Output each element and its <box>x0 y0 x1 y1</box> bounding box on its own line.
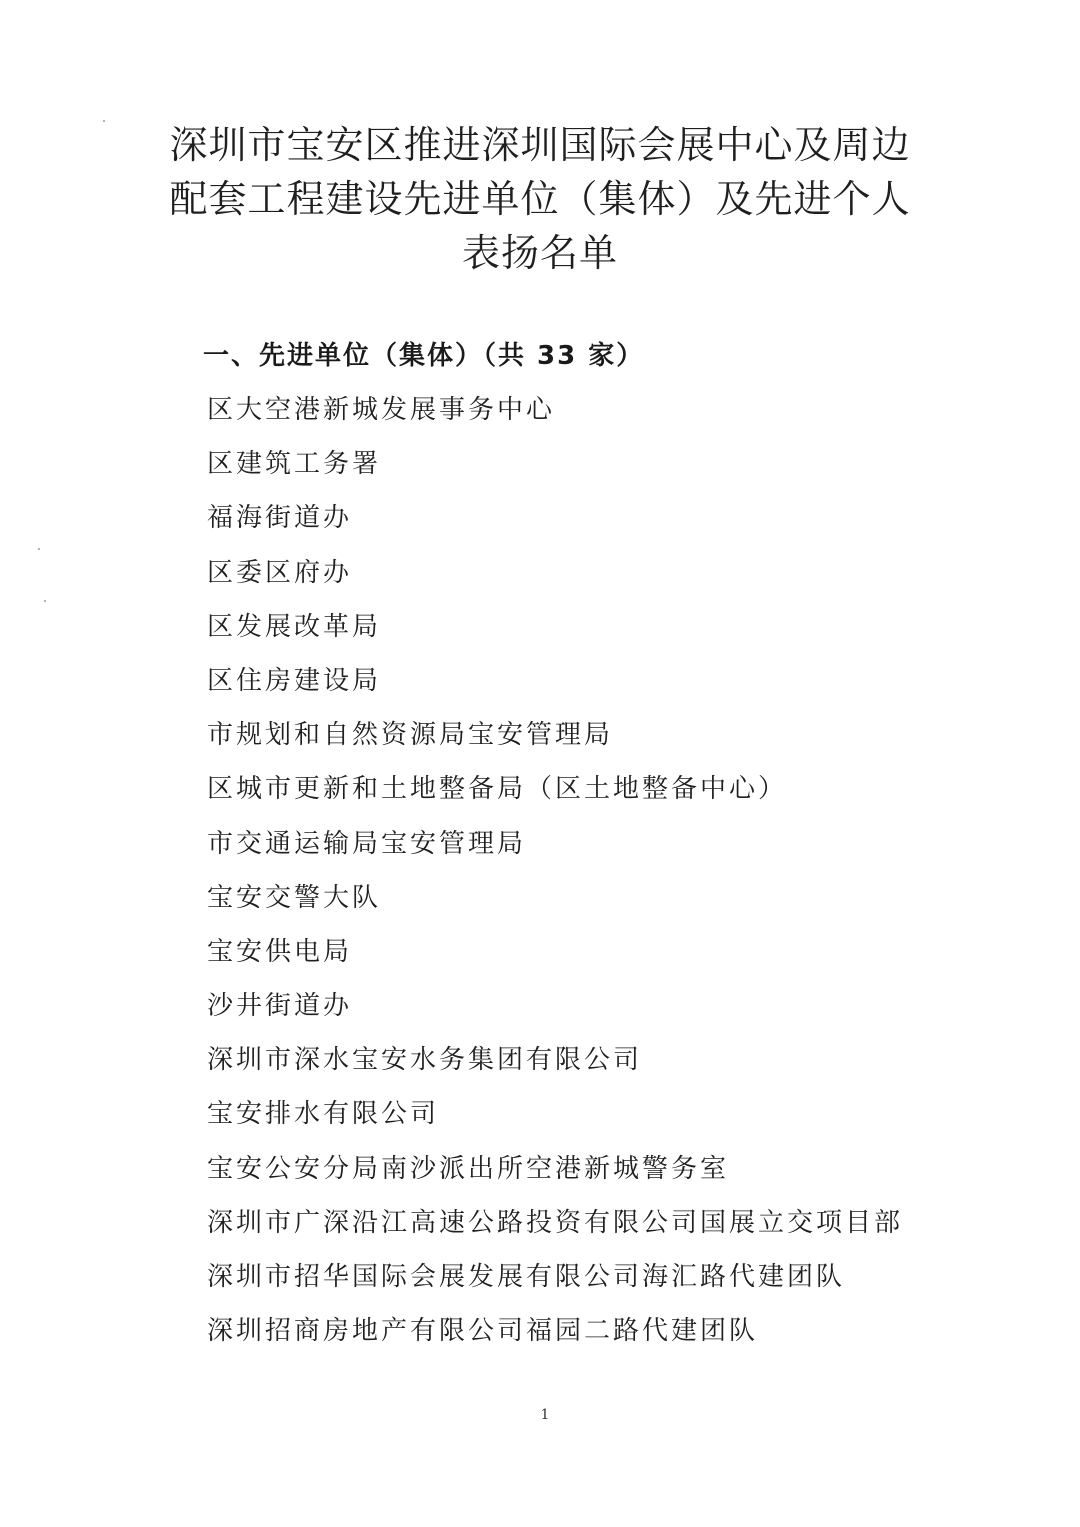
page-number: 1 <box>540 1407 550 1423</box>
list-item: 区发展改革局 <box>207 611 382 642</box>
list-item: 宝安公安分局南沙派出所空港新城警务室 <box>207 1153 730 1184</box>
title-line-2: 配套工程建设先进单位（集体）及先进个人 <box>169 177 911 221</box>
list-item: 区大空港新城发展事务中心 <box>207 395 556 425</box>
list-item: 沙井街道办 <box>207 991 353 1022</box>
section-heading-advanced-units: 一、先进单位（集体）（共 33 家） <box>203 341 645 371</box>
list-item: 宝安供电局 <box>207 936 353 967</box>
list-item: 区住房建设局 <box>207 665 382 696</box>
list-item: 市规划和自然资源局宝安管理局 <box>207 720 614 751</box>
list-item: 深圳招商房地产有限公司福园二路代建团队 <box>207 1316 759 1347</box>
list-item: 宝安排水有限公司 <box>207 1099 440 1130</box>
list-item: 市交通运输局宝安管理局 <box>207 828 527 859</box>
advanced-unit-list <box>207 386 903 1361</box>
list-item: 深圳市深水宝安水务集团有限公司 <box>207 1045 643 1076</box>
document-title <box>140 118 940 280</box>
scan-speck <box>38 548 40 550</box>
scan-speck <box>103 120 105 122</box>
title-line-3: 表扬名单 <box>461 231 618 275</box>
list-item: 区城市更新和土地整备局（区土地整备中心） <box>207 774 788 805</box>
title-line-1: 深圳市宝安区推进深圳国际会展中心及周边 <box>169 123 911 167</box>
list-item: 深圳市广深沿江高速公路投资有限公司国展立交项目部 <box>207 1207 904 1238</box>
list-item: 区委区府办 <box>207 557 353 588</box>
list-item: 区建筑工务署 <box>207 449 382 480</box>
scan-speck <box>44 600 46 602</box>
list-item: 深圳市招华国际会展发展有限公司海汇路代建团队 <box>207 1262 846 1292</box>
list-item: 宝安交警大队 <box>207 882 382 913</box>
list-item: 福海街道办 <box>207 503 353 534</box>
